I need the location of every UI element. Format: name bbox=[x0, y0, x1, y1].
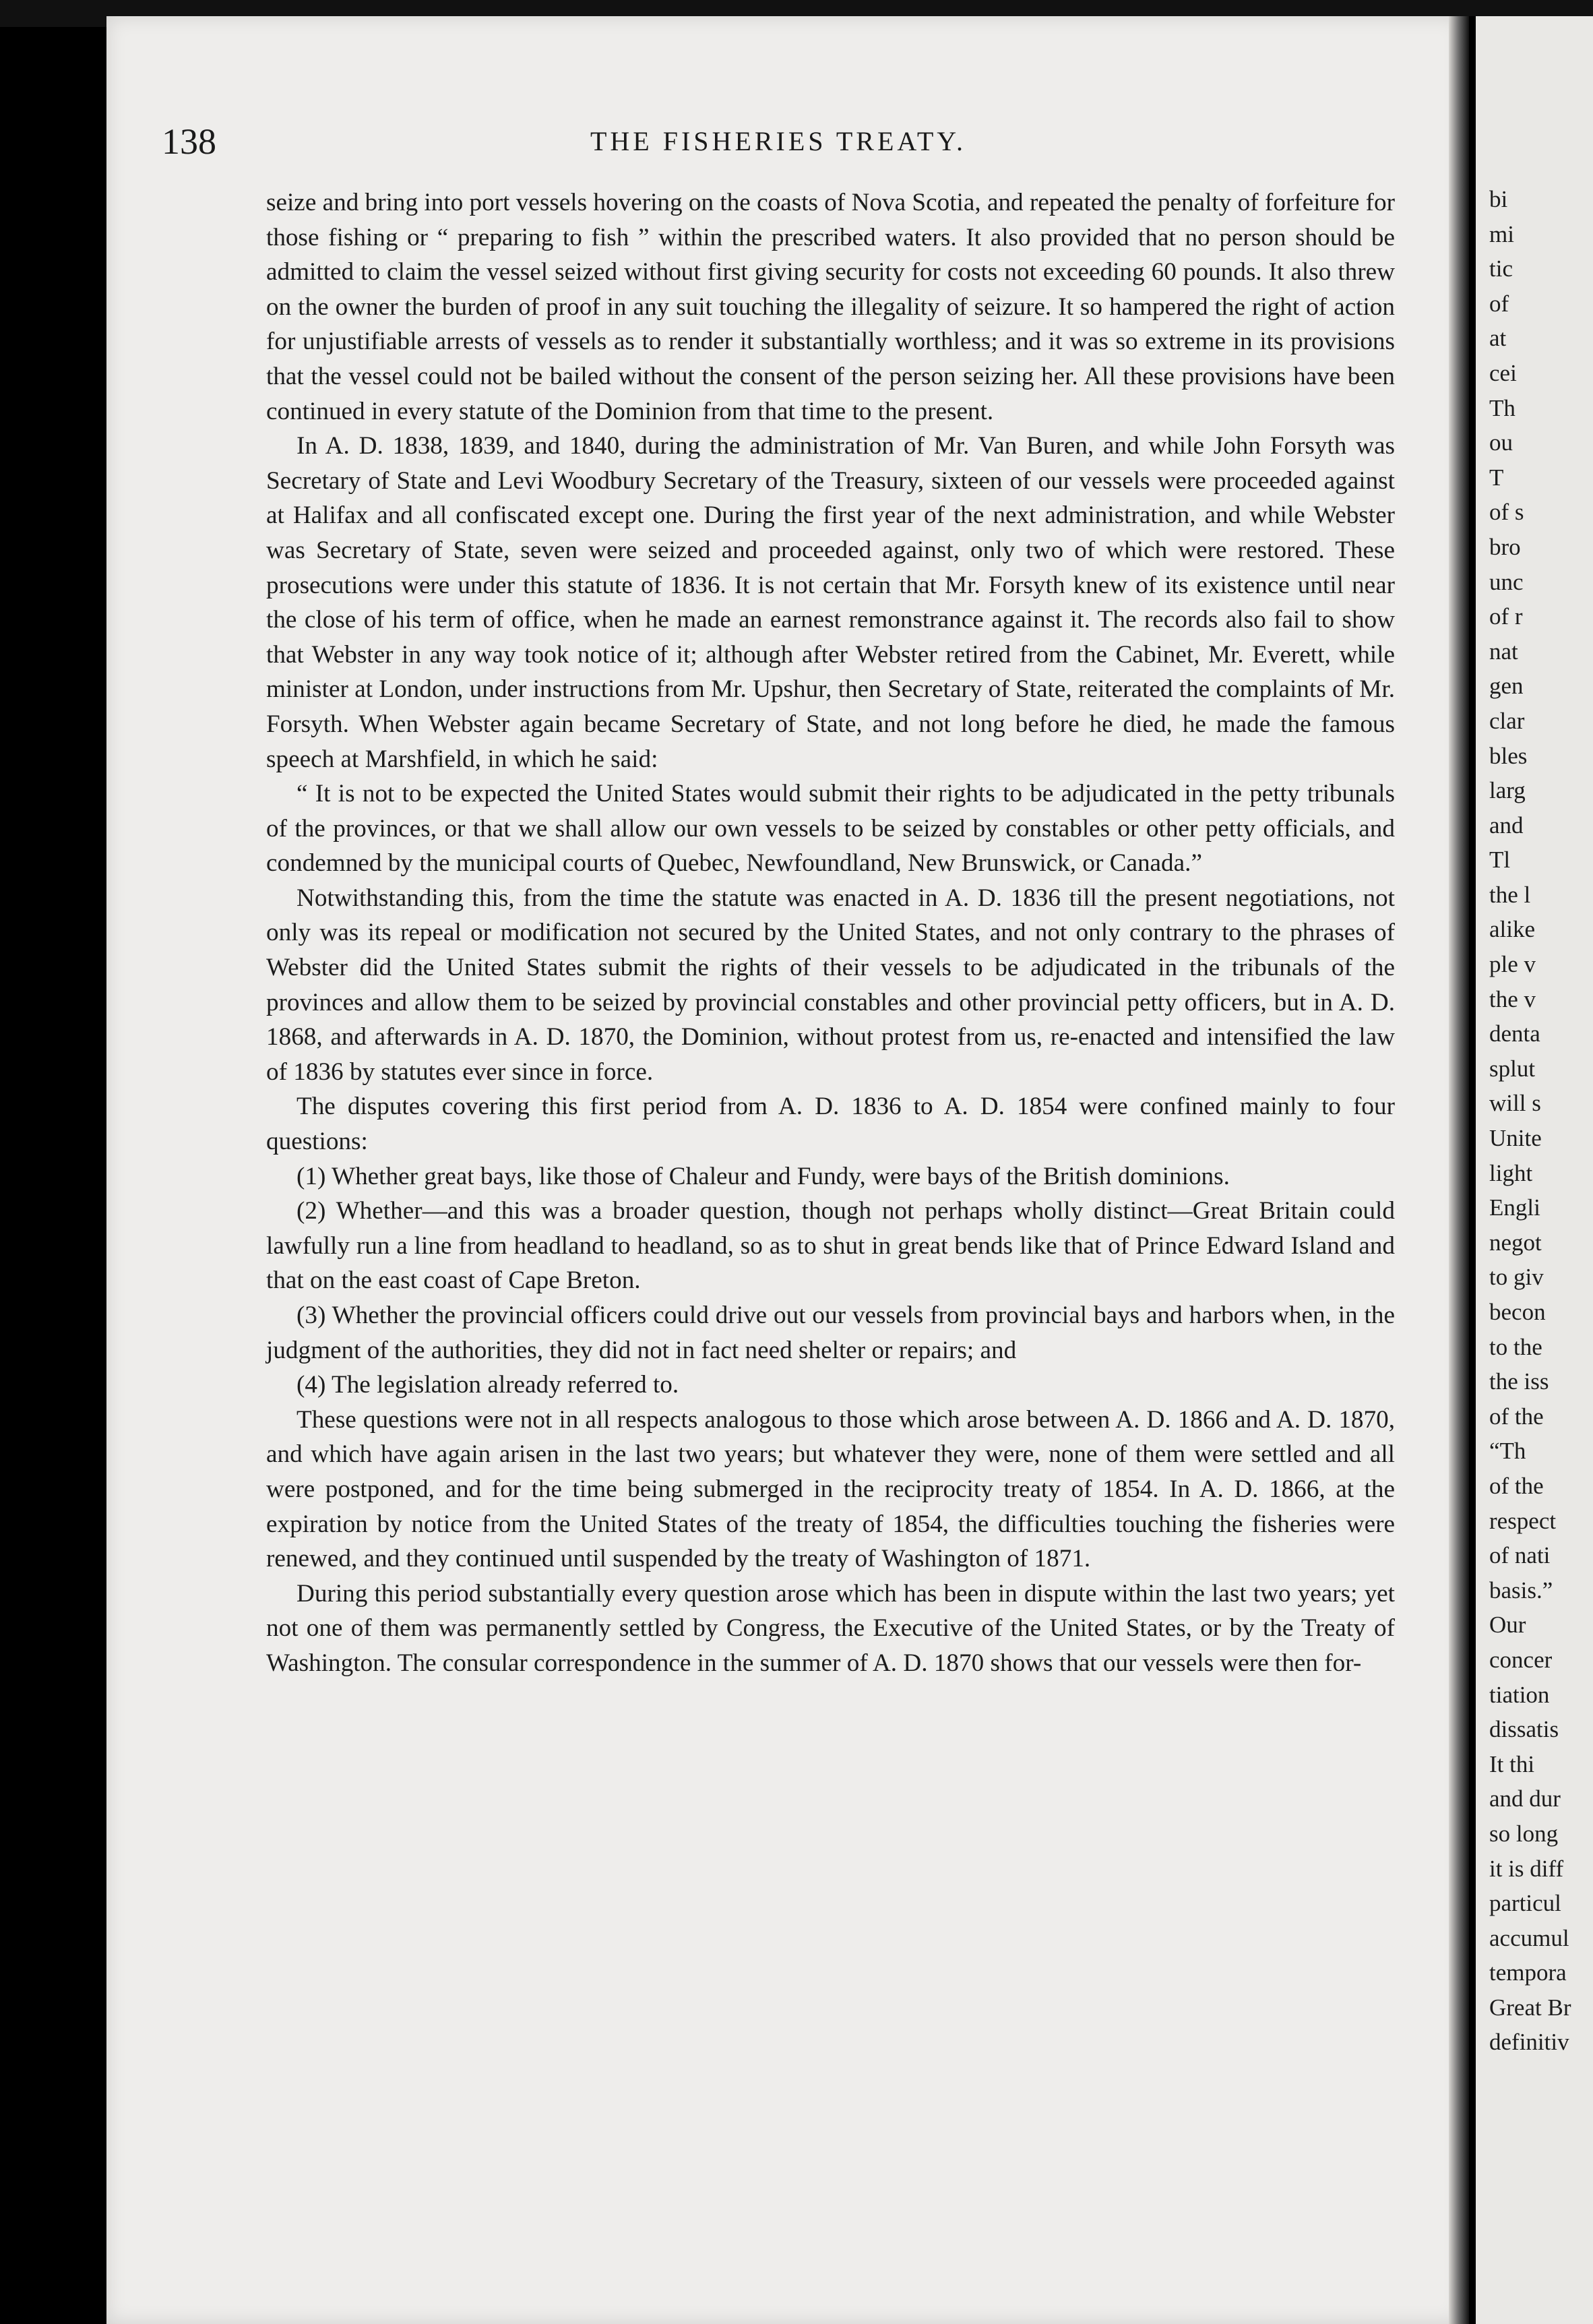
facing-page-fragment: of s bbox=[1489, 499, 1524, 526]
facing-page-fragment: so long bbox=[1489, 1820, 1559, 1847]
page-edge-shadow bbox=[1449, 16, 1469, 2324]
page-number: 138 bbox=[162, 121, 216, 162]
facing-page-text-fragments bbox=[1489, 182, 1593, 2060]
facing-page-fragment: of the bbox=[1489, 1472, 1544, 1499]
facing-page-fragment: the v bbox=[1489, 985, 1536, 1012]
facing-page-fragment: tempora bbox=[1489, 1959, 1567, 1986]
numbered-item: (2) Whether—and this was a broader question, though not perhaps wholly distinct—Great Britain could lawfully run a line from headland to headland, so as to shut in great bends like that of Prince Edward Island and that on the east coast of Cape Breton. bbox=[266, 1197, 1395, 1295]
facing-page-fragment: T bbox=[1489, 464, 1504, 491]
facing-page-fragment: definitiv bbox=[1489, 2029, 1569, 2056]
facing-page-fragment: of the bbox=[1489, 1403, 1544, 1430]
paragraph: seize and bring into port vessels hovering on the coasts of Nova Scotia, and repeated the penalty of forfeiture for those fishing or “ preparing to fish ” within the prescribed waters. It also provided that no person should be admitted to claim the vessel seized without first giving security for costs not exceeding 60 pounds. It also threw on the owner the burden of proof in any suit touching the illegality of seizure. It so hampered the right of action for unjustifiable arrests of vessels as to render it substantially worthless; and it was so extreme in its provisions that the vessel could not be bailed without the consent of the person seizing her. All these provisions have been continued in every statute of the Dominion from that time to the present. bbox=[266, 189, 1395, 425]
facing-page-fragment: nat bbox=[1489, 638, 1518, 665]
facing-page-fragment: gen bbox=[1489, 673, 1524, 700]
facing-page-fragment: and dur bbox=[1489, 1785, 1561, 1812]
paragraph: During this period substantially every question arose which has been in dispute within the last two years; yet not one of them was permanently settled by Congress, the Executive of the United States, or by the Treaty of Washington. The consular correspondence in the summer of A. D. 1870 shows that our vessels were then for- bbox=[266, 1579, 1395, 1677]
facing-page-fragment: light bbox=[1489, 1159, 1533, 1186]
facing-page-fragment: tiation bbox=[1489, 1681, 1550, 1708]
page-header bbox=[162, 118, 1395, 165]
main-text-column bbox=[266, 185, 1395, 1681]
facing-page-fragment: basis.” bbox=[1489, 1577, 1553, 1603]
facing-page-fragment: Tl bbox=[1489, 847, 1511, 874]
facing-page-fragment: of bbox=[1489, 290, 1509, 317]
facing-page-fragment: respect bbox=[1489, 1507, 1557, 1534]
facing-page-fragment: concer bbox=[1489, 1646, 1553, 1673]
facing-page-fragment: clar bbox=[1489, 707, 1525, 734]
facing-page-fragment: it is diff bbox=[1489, 1855, 1564, 1882]
facing-page-fragment: denta bbox=[1489, 1020, 1540, 1047]
facing-page-fragment: Great Br bbox=[1489, 1994, 1571, 2021]
facing-page-fragment: cei bbox=[1489, 359, 1517, 386]
facing-page-fragment: accumul bbox=[1489, 1924, 1569, 1951]
facing-page-fragment: bro bbox=[1489, 533, 1521, 560]
paragraph: The disputes covering this first period from A. D. 1836 to A. D. 1854 were confined mainly to four questions: bbox=[266, 1093, 1395, 1156]
facing-page-fragment: ou bbox=[1489, 429, 1513, 456]
facing-page-fragment: to giv bbox=[1489, 1264, 1544, 1291]
running-title: THE FISHERIES TREATY. bbox=[590, 126, 966, 156]
facing-page-fragment: becon bbox=[1489, 1299, 1546, 1325]
facing-page-fragment: and bbox=[1489, 812, 1524, 838]
facing-page-fragment: It thi bbox=[1489, 1750, 1535, 1777]
facing-page-fragment: bi bbox=[1489, 186, 1508, 212]
paragraph: These questions were not in all respects analogous to those which arose between A. D. 1866 and A. D. 1870, and which have again arisen in the last two years; but whatever they were, none of them were settled and all were postponed, and for the time being submerged in the reciprocity treaty of 1854. In A. D. 1866, at the expiration by notice from the United States of the treaty of 1854, the difficulties touching the fisheries were renewed, and they continued until suspended by the treaty of Washington of 1871. bbox=[266, 1405, 1395, 1573]
facing-page-fragment: dissatis bbox=[1489, 1716, 1559, 1743]
facing-page-fragment: at bbox=[1489, 325, 1507, 352]
facing-page bbox=[1476, 16, 1593, 2324]
facing-page-fragment: tic bbox=[1489, 255, 1513, 282]
book-gutter bbox=[1469, 16, 1476, 2324]
facing-page-fragment: to the bbox=[1489, 1333, 1542, 1360]
facing-page-fragment: Th bbox=[1489, 394, 1516, 421]
facing-page-fragment: mi bbox=[1489, 220, 1514, 247]
facing-page-fragment: negot bbox=[1489, 1229, 1542, 1256]
facing-page-fragment: Engli bbox=[1489, 1194, 1540, 1221]
facing-page-fragment: splut bbox=[1489, 1055, 1536, 1082]
numbered-item: (1) Whether great bays, like those of Chaleur and Fundy, were bays of the British dominions. bbox=[296, 1162, 1230, 1190]
paragraph: In A. D. 1838, 1839, and 1840, during the administration of Mr. Van Buren, and while John Forsyth was Secretary of State and Levi Woodbury Secretary of the Treasury, sixteen of our vessels were proceeded against at Halifax and all confiscated except one. During the first year of the next administration, and while Webster was Secretary of State, seven were seized and proceeded against, only two of which were restored. These prosecutions were under this statute of 1836. It is not certain that Mr. Forsyth knew of its existence until near the close of his term of office, when he made an earnest remonstrance against it. The records also fail to show that Webster in any way took notice of it; although after Webster retired from the Cabinet, Mr. Everett, while minister at London, under instructions from Mr. Upshur, then Secretary of State, reiterated the complaints of Mr. Forsyth. When Webster again became Secretary of State, and not long before he died, he made the famous speech at Marshfield, in which he said: bbox=[266, 432, 1395, 773]
facing-page-fragment: Our bbox=[1489, 1612, 1526, 1639]
facing-page-fragment: the l bbox=[1489, 881, 1531, 908]
block-quote: “ It is not to be expected the United States would submit their rights to be adjudicated in the petty tribunals of the provinces, or that we shall allow our own vessels to be seized by constables or other petty officials, and condemned by the municipal courts of Quebec, Newfoundland, New Brunswick, or Canada.” bbox=[266, 780, 1395, 878]
facing-page-fragment: Unite bbox=[1489, 1125, 1542, 1152]
facing-page-fragment: the iss bbox=[1489, 1368, 1549, 1395]
facing-page-fragment: ple v bbox=[1489, 951, 1536, 978]
facing-page-fragment: larg bbox=[1489, 777, 1526, 804]
facing-page-fragment: particul bbox=[1489, 1890, 1561, 1917]
facing-page-fragment: of nati bbox=[1489, 1542, 1551, 1569]
facing-page-fragment: alike bbox=[1489, 916, 1536, 943]
facing-page-fragment: “Th bbox=[1489, 1438, 1526, 1465]
facing-page-fragment: bles bbox=[1489, 742, 1528, 769]
numbered-item: (4) The legislation already referred to. bbox=[296, 1371, 679, 1399]
paragraph: Notwithstanding this, from the time the statute was enacted in A. D. 1836 till the present negotiations, not only was its repeal or modification not secured by the United States, and not only contrary to the phrases of Webster did the United States submit the rights of their vessels to be adjudicated in the tribunals of the provinces and allow them to be seized by provincial constables and other provincial petty officers, but in A. D. 1868, and afterwards in A. D. 1870, the Dominion, without protest from us, re-enacted and intensified the law of 1836 by statutes ever since in force. bbox=[266, 884, 1395, 1086]
facing-page-fragment: unc bbox=[1489, 568, 1524, 595]
numbered-item: (3) Whether the provincial officers could drive out our vessels from provincial bays and harbors when, in the judgment of the authorities, they did not in fact need shelter or repairs; and bbox=[266, 1302, 1395, 1364]
facing-page-fragment: of r bbox=[1489, 603, 1523, 630]
facing-page-fragment: will s bbox=[1489, 1090, 1541, 1117]
